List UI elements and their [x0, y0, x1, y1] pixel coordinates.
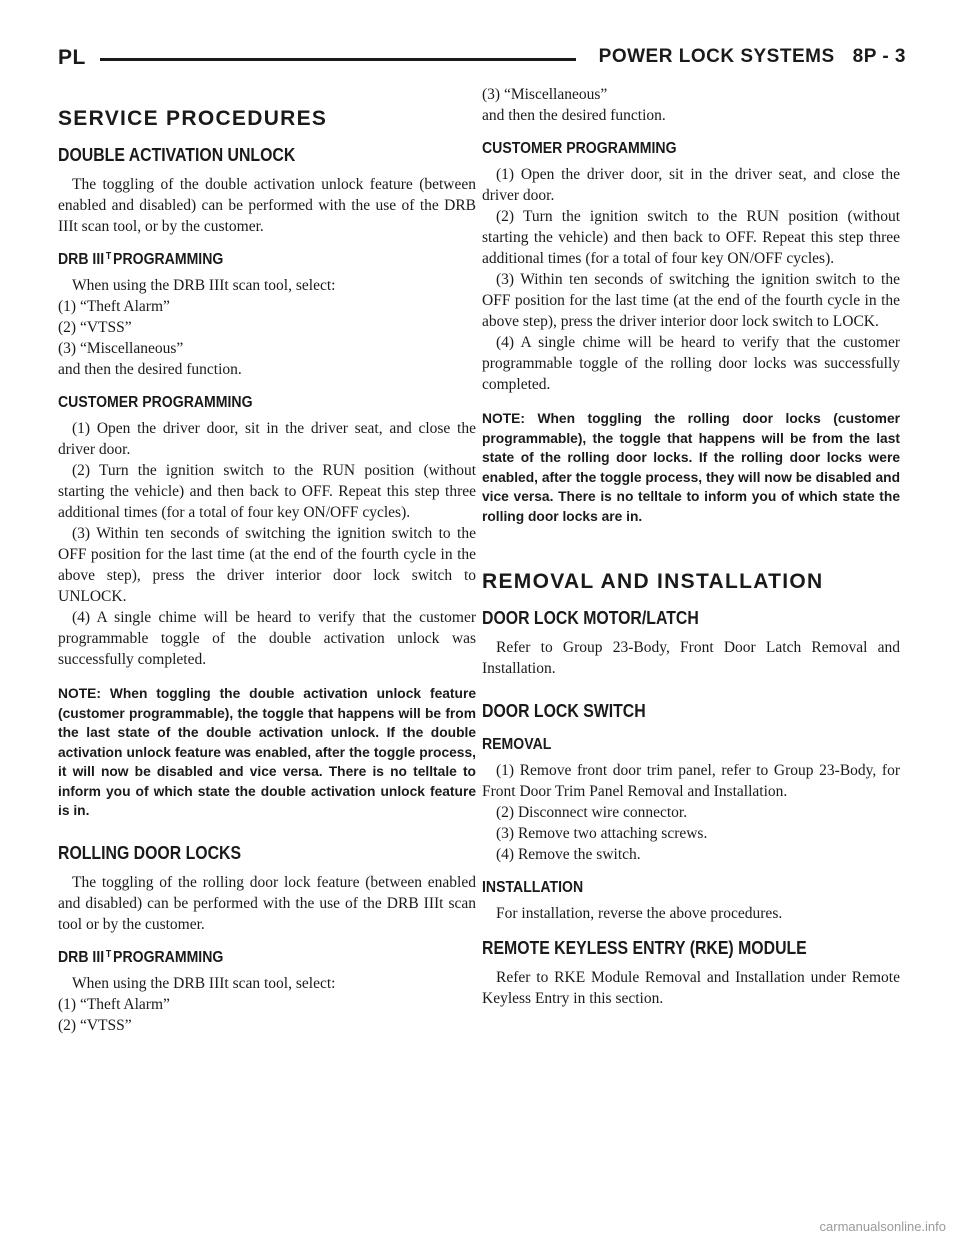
heading-door-lock-switch: DOOR LOCK SWITCH	[482, 701, 646, 721]
rolling-body: The toggling of the rolling door lock feature (between enabled and disabled) can be performed with the use of the DRB IIIt scan tool or by the customer.	[58, 873, 476, 933]
rke-body: Refer to RKE Module Removal and Installation under Remote Keyless Entry in this section.	[482, 969, 900, 1007]
watermark-text: carmanualsonline.info	[819, 1219, 946, 1234]
heading-door-lock-motor-latch: DOOR LOCK MOTOR/LATCH	[482, 608, 699, 628]
cust-step: (2) Turn the ignition switch to the RUN position (without starting the vehicle) and then back to OFF. Repeat this step three additional times (for a total of four key ON/OFF cycles).	[58, 462, 476, 521]
removal-step: (4) Remove the switch.	[496, 846, 641, 863]
heading-rke-module: REMOTE KEYLESS ENTRY (RKE) MODULE	[482, 938, 807, 958]
drb2-step: (1) “Theft Alarm”	[58, 995, 170, 1013]
drb-step: (1) “Theft Alarm”	[58, 298, 170, 315]
section-title-service-procedures: SERVICE PROCEDURES	[58, 107, 328, 130]
heading-customer-programming: CUSTOMER PROGRAMMING	[58, 394, 253, 411]
cust2-step: (3) Within ten seconds of switching the ignition switch to the OFF position for the last time (at the end of the fourth cycle in the above step), press the driver interior door lock switch to LOCK.	[482, 271, 900, 330]
cust2-step: (1) Open the driver door, sit in the driver seat, and close the driver door.	[482, 166, 900, 204]
header-title	[599, 46, 906, 68]
right-column	[482, 84, 900, 1009]
removal-step: (3) Remove two attaching screws.	[496, 825, 708, 842]
cust-step: (4) A single chime will be heard to verify that the customer programmable toggle of the double activation unlock was successfully completed.	[58, 609, 476, 668]
drb2-intro: When using the DRB IIIt scan tool, select:	[72, 974, 336, 992]
header-page-number: 8P - 3	[852, 46, 906, 67]
note-double-activation: NOTE: When toggling the double activation unlock feature (customer programmable), the toggle that happens will be from the last state of the double activation unlock. If the double activation unlock feature was enabled, after the toggle process, it will now be disabled and vice versa. There is no telltale to inform you of which state the double activation unlock feature is in.	[58, 686, 476, 818]
drb-step: (2) “VTSS”	[58, 319, 132, 336]
page-header	[58, 40, 906, 76]
drb2-step: (3) “Miscellaneous”	[482, 86, 608, 103]
header-code: PL	[58, 46, 86, 69]
removal-step: (1) Remove front door trim panel, refer to Group 23-Body, for Front Door Trim Panel Removal and Installation.	[482, 762, 900, 800]
drb-intro: When using the DRB IIIt scan tool, select:	[72, 277, 336, 294]
motor-body: Refer to Group 23-Body, Front Door Latch Removal and Installation.	[482, 639, 900, 677]
heading-customer-programming-2: CUSTOMER PROGRAMMING	[482, 140, 677, 157]
heading-drb-programming-2: DRB III $^T$ PROGRAMMING	[58, 948, 224, 966]
registered-mark: T	[105, 251, 112, 262]
heading-drb-programming: DRB III $^T$ PROGRAMMING	[58, 251, 224, 268]
drb2-step: (2) “VTSS”	[58, 1016, 132, 1034]
cust-step: (1) Open the driver door, sit in the driver seat, and close the driver door.	[58, 420, 476, 458]
note-rolling-door-locks: NOTE: When toggling the rolling door locks (customer programmable), the toggle that happens will be from the last state of the rolling door locks. If the rolling door locks were enabled, after the toggle process, they will now be disabled and vice versa. There is no telltale to inform you of which state the rolling door locks are in.	[482, 411, 900, 524]
drb2-outro: and then the desired function.	[482, 107, 666, 124]
heading-double-activation-unlock: DOUBLE ACTIVATION UNLOCK	[58, 145, 296, 165]
drb-step: (3) “Miscellaneous”	[58, 340, 184, 357]
cust2-step: (4) A single chime will be heard to verify that the customer programmable toggle of the rolling door locks was successfully completed.	[482, 334, 900, 393]
cust2-step: (2) Turn the ignition switch to the RUN position (without starting the vehicle) and then back to OFF. Repeat this step three additional times (for a total of four key ON/OFF cycles).	[482, 208, 900, 267]
heading-installation: INSTALLATION	[482, 879, 584, 896]
dau-body: The toggling of the double activation unlock feature (between enabled and disabled) can be performed with the use of the DRB IIIt scan tool, or by the customer.	[58, 176, 476, 235]
heading-rolling-door-locks: ROLLING DOOR LOCKS	[58, 842, 242, 863]
registered-mark: T	[105, 948, 112, 960]
left-column	[58, 107, 476, 1036]
cust-step: (3) Within ten seconds of switching the ignition switch to the OFF position for the last time (at the end of the fourth cycle in the above step), press the driver interior door lock switch to UNLOCK.	[58, 525, 476, 605]
drb-outro: and then the desired function.	[58, 361, 242, 378]
heading-removal: REMOVAL	[482, 736, 552, 753]
removal-step: (2) Disconnect wire connector.	[496, 804, 688, 821]
install-body: For installation, reverse the above procedures.	[496, 905, 783, 922]
header-section: POWER LOCK SYSTEMS	[598, 46, 835, 67]
section-title-removal-installation: REMOVAL AND INSTALLATION	[482, 570, 824, 593]
header-rule	[100, 58, 576, 61]
